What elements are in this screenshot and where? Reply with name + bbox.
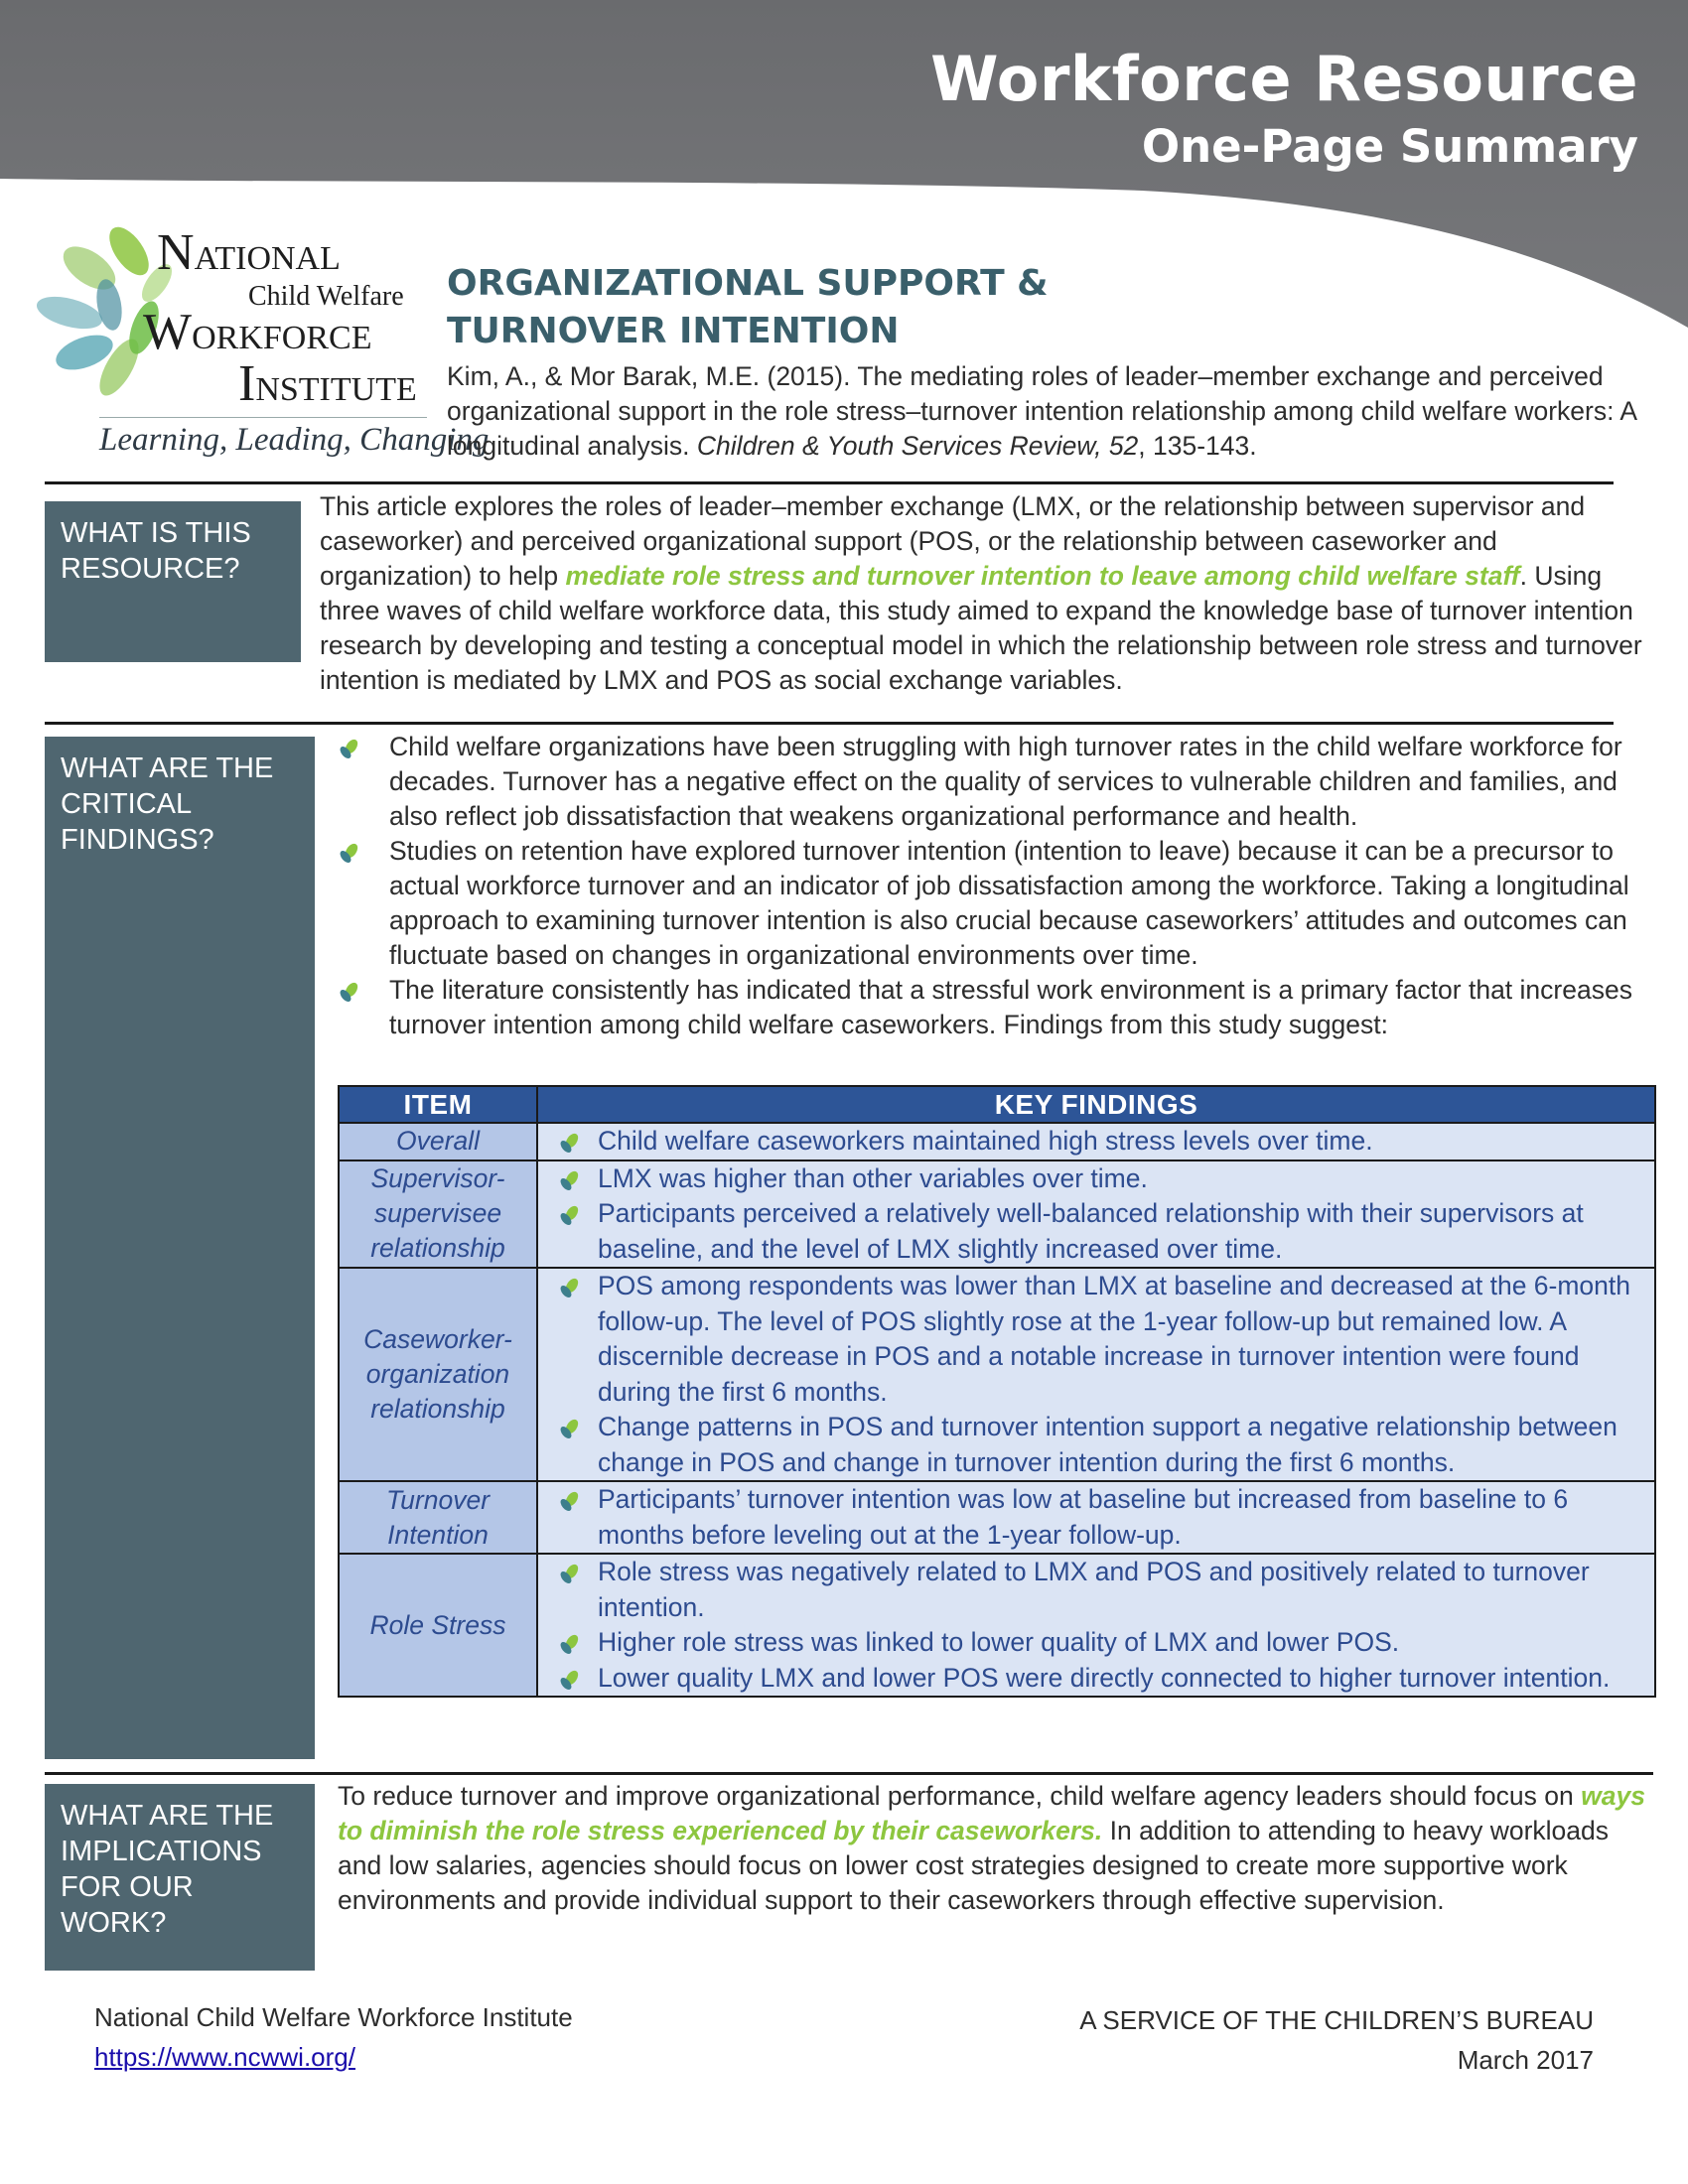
findings-bullet-text: Child welfare organizations have been struggling with high turnover rates in the child welfare workforce for decades. Turnover has a negative effect on the quality of services to vulnerable children and families, and also reflect job dissatisfaction that weakens organizational performance and health. — [389, 732, 1622, 831]
table-finding-text: Child welfare caseworkers maintained high stress levels over time. — [598, 1126, 1373, 1156]
section-rule-1 — [45, 481, 1614, 484]
table-finding — [538, 1625, 1642, 1661]
table-finding — [538, 1196, 1642, 1267]
table-finding-text: Lower quality LMX and lower POS were directly connected to higher turnover intention. — [598, 1662, 1611, 1693]
leaf-bullet-icon — [338, 736, 361, 759]
leaf-bullet-icon — [558, 1275, 582, 1298]
table-item-cell: Turnover Intention — [339, 1481, 537, 1554]
findings-bullet-text: The literature consistently has indicated that a stressful work environment is a primary factor that increases turnover intention among child welfare caseworkers. Findings from this study suggest: — [389, 975, 1632, 1039]
table-finding-text: Participants perceived a relatively well-balanced relationship with their supervisors at baseline, and the level of LMX slightly increased over time. — [598, 1198, 1584, 1264]
table-finding — [538, 1661, 1642, 1697]
leaf-bullet-icon — [338, 979, 361, 1003]
table-finding-text: LMX was higher than other variables over time. — [598, 1162, 1148, 1193]
findings-bullet-text: Studies on retention have explored turnover intention (intention to leave) because it can be a precursor to actual workforce turnover and an indicator of job dissatisfaction among the workforce. Taking a longitudinal approach to examining turnover intention is also crucial because caseworkers’ attitudes and outcomes can fluctuate based on changes in organizational environments over time. — [389, 836, 1629, 970]
header-title-line1: Workforce Resource — [930, 43, 1638, 115]
logo-institute: NSTITUTE — [255, 371, 417, 408]
table-finding-text: Higher role stress was linked to lower quality of LMX and lower POS. — [598, 1627, 1400, 1657]
title-line1: ORGANIZATIONAL SUPPORT & — [447, 263, 1049, 304]
citation — [447, 359, 1638, 464]
citation-journal: Children & Youth Services Review, 52 — [696, 431, 1139, 461]
table-finding — [538, 1410, 1642, 1480]
citation-pages: , 135-143. — [1138, 431, 1257, 461]
resource-title — [447, 260, 1049, 355]
implications-text-before: To reduce turnover and improve organizational performance, child welfare agency leaders should focus on — [338, 1781, 1582, 1811]
findings-bullet — [338, 730, 1658, 834]
leaf-bullet-icon — [558, 1488, 582, 1512]
table-row — [339, 1268, 1655, 1481]
leaf-bullet-icon — [558, 1130, 582, 1154]
table-row — [339, 1554, 1655, 1697]
leaf-bullet-icon — [558, 1631, 582, 1655]
table-item-cell: Overall — [339, 1123, 537, 1160]
what-is-text-after: . Using three waves of child welfare workforce data, this study aimed to expand the knowledge base of turnover intention research by developing and testing a conceptual model in which the relationship between role stress and turnover intention is mediated by LMX and POS as social exchange variables. — [320, 561, 1642, 695]
logo-w: W — [143, 304, 193, 360]
ncwwi-logo — [30, 223, 490, 467]
leaf-bullet-icon — [558, 1202, 582, 1226]
section-rule-3 — [45, 1772, 1653, 1775]
what-is-text-before: This article explores the roles of leader–member exchange (LMX, or the relationship between supervisor and caseworker) and perceived organizational support (POS, or the relationship between caseworker and organization) to help — [320, 491, 1586, 591]
table-item-cell: Caseworker-organization relationship — [339, 1268, 537, 1481]
footer-link[interactable]: https://www.ncwwi.org/ — [94, 2042, 355, 2072]
findings-bullets — [338, 730, 1658, 1042]
footer-date: March 2017 — [1457, 2045, 1594, 2075]
table-findings-cell — [537, 1123, 1655, 1160]
footer-left — [94, 1997, 573, 2077]
logo-i: I — [238, 355, 256, 412]
title-line2: TURNOVER INTENTION — [447, 311, 900, 351]
table-finding-text: Change patterns in POS and turnover intention support a negative relationship between change in POS and change in turnover intention during the first 6 months. — [598, 1412, 1618, 1477]
implications-highlight: ways to diminish the role stress experienced by their caseworkers. — [338, 1781, 1645, 1845]
col-header-item: ITEM — [339, 1086, 537, 1123]
footer-org: National Child Welfare Workforce Institute — [94, 2002, 573, 2032]
table-finding-text: Participants’ turnover intention was low at baseline but increased from baseline to 6 months before leveling out at the 1-year follow-up. — [598, 1484, 1569, 1550]
table-finding-text: Role stress was negatively related to LMX and POS and positively related to turnover intention. — [598, 1557, 1590, 1622]
header-title-line2: One-Page Summary — [1141, 120, 1638, 173]
leaf-bullet-icon — [338, 840, 361, 864]
what-is-label: WHAT IS THIS RESOURCE? — [45, 501, 301, 662]
key-findings-table — [338, 1085, 1656, 1698]
col-header-key-findings: KEY FINDINGS — [537, 1086, 1655, 1123]
implications-label: WHAT ARE THE IMPLICATIONS FOR OUR WORK? — [45, 1784, 315, 1971]
section-rule-2 — [45, 722, 1614, 725]
table-item-cell: Role Stress — [339, 1554, 537, 1697]
leaf-bullet-icon — [558, 1667, 582, 1691]
logo-workforce: ORKFORCE — [192, 320, 372, 356]
implications-text — [338, 1779, 1658, 1918]
table-finding — [538, 1124, 1642, 1160]
footer-service: A SERVICE OF THE CHILDREN’S BUREAU — [1079, 2005, 1594, 2035]
table-row — [339, 1481, 1655, 1554]
table-finding — [538, 1161, 1642, 1197]
logo-national: ATIONAL — [194, 240, 341, 277]
table-findings-cell — [537, 1268, 1655, 1481]
findings-bullet — [338, 973, 1658, 1042]
table-finding — [538, 1555, 1642, 1625]
table-header-row — [339, 1086, 1655, 1123]
table-finding — [538, 1482, 1642, 1553]
table-findings-cell — [537, 1554, 1655, 1697]
logo-child-welfare: Child Welfare — [248, 281, 404, 312]
logo-tagline: Learning, Leading, Changing — [99, 422, 490, 458]
table-row — [339, 1123, 1655, 1160]
leaf-bullet-icon — [558, 1167, 582, 1191]
table-item-cell: Supervisor-supervisee relationship — [339, 1160, 537, 1269]
table-finding-text: POS among respondents was lower than LMX at baseline and decreased at the 6-month follow-up. The level of POS slightly rose at the 1-year follow-up but remained low. A discernible decrease in POS and a notable increase in turnover intention were found during the first 6 months. — [598, 1271, 1631, 1407]
table-row — [339, 1160, 1655, 1269]
leaf-bullet-icon — [558, 1561, 582, 1584]
header-title — [930, 40, 1638, 174]
logo-n: N — [157, 224, 195, 281]
findings-bullet — [338, 834, 1658, 973]
logo-divider — [99, 417, 427, 418]
table-finding — [538, 1269, 1642, 1410]
what-is-text — [320, 489, 1650, 698]
table-findings-cell — [537, 1481, 1655, 1554]
what-is-highlight: mediate role stress and turnover intention to leave among child welfare staff — [565, 561, 1520, 591]
footer-right — [1079, 2000, 1594, 2080]
citation-text: Kim, A., & Mor Barak, M.E. (2015). The mediating roles of leader–member exchange and perceived organizational support in the role stress–turnover intention relationship among child welfare workers: A longitudinal analysis. — [447, 361, 1636, 461]
leaf-bullet-icon — [558, 1416, 582, 1439]
implications-text-after: In addition to attending to heavy workloads and low salaries, agencies should focus on lower cost strategies designed to create more supportive work environments and provide individual support to their caseworkers through effective supervision. — [338, 1816, 1610, 1915]
findings-label: WHAT ARE THE CRITICAL FINDINGS? — [45, 737, 315, 1759]
table-findings-cell — [537, 1160, 1655, 1269]
